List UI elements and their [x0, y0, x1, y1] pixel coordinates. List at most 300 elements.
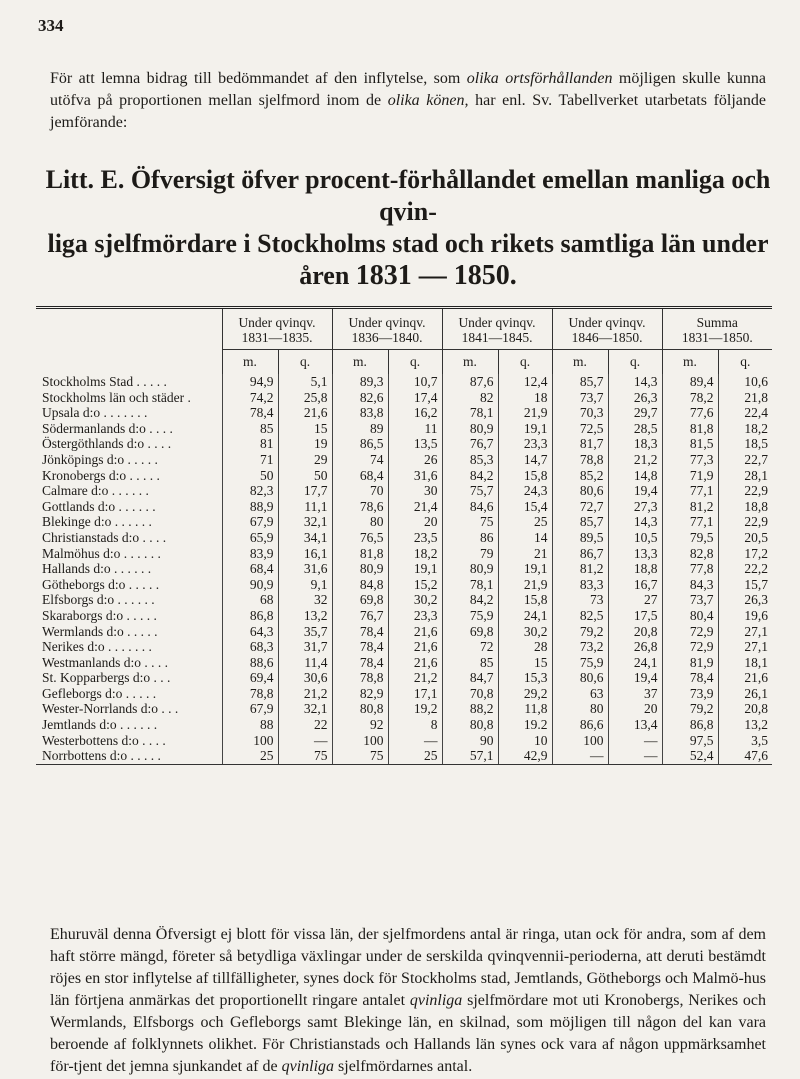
region-name: Gottlands d:o . . . . . .	[42, 498, 156, 514]
male-percent-cell: 57,1	[442, 748, 498, 764]
male-percent-cell: —	[552, 748, 608, 764]
female-percent-cell: 20,8	[718, 701, 772, 717]
table-row	[36, 514, 772, 530]
region-name: Götheborgs d:o . . . . .	[42, 576, 160, 592]
title-line-1: Litt. E. Öfversigt öfver procent-förhållandet emellan manliga och qvin-	[45, 165, 771, 226]
male-percent-cell: 81,8	[332, 546, 388, 562]
male-percent-cell: 81,2	[662, 499, 718, 515]
female-percent-cell: 22,2	[718, 561, 772, 577]
closing-text-2: sjelfmördare mot uti Kronobergs, Nerikes och Wermlands, Elfsborgs och Gefleborgs samt Blekinge län, en skilnad, som möjligen till någon del kan vara beroende af folklynnets olikhet. För Christianstads och Hallands län synes ock vara af någon uppmärksamhet för-tjent det jemna sjunkandet af de	[50, 992, 766, 1075]
male-percent-cell: 82,9	[332, 686, 388, 702]
female-percent-cell: 21,6	[388, 624, 442, 640]
male-percent-cell: 85	[442, 655, 498, 671]
female-percent-cell: 27,3	[608, 499, 662, 515]
female-percent-cell: 21,6	[388, 639, 442, 655]
male-percent-cell: 100	[222, 733, 278, 749]
female-percent-cell: 19,1	[388, 561, 442, 577]
period-header	[552, 308, 662, 350]
table-row	[36, 499, 772, 515]
female-percent-cell: 17,1	[388, 686, 442, 702]
region-name: Norrbottens d:o . . . . .	[36, 748, 222, 764]
male-percent-cell: 82,3	[222, 483, 278, 499]
table-row	[36, 546, 772, 562]
male-header: m.	[222, 350, 278, 375]
female-percent-cell: 19,1	[498, 561, 552, 577]
intro-text-2: möjligen skulle kunna utöfva på proportionen mellan sjelfmord inom de	[50, 70, 767, 109]
male-percent-cell: 88	[222, 717, 278, 733]
male-percent-cell: 80	[332, 514, 388, 530]
male-percent-cell: 73,7	[552, 390, 608, 406]
intro-emphasis-2: olika könen,	[387, 92, 469, 109]
female-percent-cell: 13,3	[608, 546, 662, 562]
female-percent-cell: 30,2	[498, 624, 552, 640]
period-years: 1831—1835.	[241, 330, 313, 345]
male-percent-cell: 78,1	[442, 405, 498, 421]
female-percent-cell: 11,8	[498, 701, 552, 717]
male-percent-cell: 100	[552, 733, 608, 749]
table-row	[36, 686, 772, 702]
male-percent-cell: 75	[332, 748, 388, 764]
region-name: Westmanlands d:o . . . .	[42, 654, 169, 670]
male-percent-cell: 52,4	[662, 748, 718, 764]
female-percent-cell: 18,1	[718, 655, 772, 671]
region-name: Elfsborgs d:o . . . . . .	[42, 592, 155, 608]
table-row	[36, 577, 772, 593]
female-percent-cell: 24,3	[498, 483, 552, 499]
female-percent-cell: 21,8	[718, 390, 772, 406]
female-percent-cell: 13,2	[718, 717, 772, 733]
female-percent-cell: 32,1	[278, 701, 332, 717]
male-percent-cell: 72,5	[552, 421, 608, 437]
table-row	[36, 608, 772, 624]
female-percent-cell: 32	[278, 592, 332, 608]
female-header: q.	[388, 350, 442, 375]
female-percent-cell: 21,9	[498, 405, 552, 421]
region-name: Wester-Norrlands d:o . . .	[42, 701, 179, 717]
male-percent-cell: 78,1	[442, 577, 498, 593]
table-row	[36, 670, 772, 686]
male-percent-cell: 77,3	[662, 452, 718, 468]
female-percent-cell: 18,2	[718, 421, 772, 437]
male-percent-cell: 76,5	[332, 530, 388, 546]
male-percent-cell: 76,7	[332, 608, 388, 624]
female-percent-cell: 26	[388, 452, 442, 468]
male-percent-cell: 81,9	[662, 655, 718, 671]
period-label: Under qvinqv.	[348, 315, 426, 330]
female-percent-cell: 23,3	[388, 608, 442, 624]
female-percent-cell: 50	[278, 468, 332, 484]
female-percent-cell: 9,1	[278, 577, 332, 593]
male-percent-cell: 71,9	[662, 468, 718, 484]
female-percent-cell: 25	[388, 748, 442, 764]
male-percent-cell: 81	[222, 436, 278, 452]
period-header	[222, 308, 332, 350]
male-header: m.	[662, 350, 718, 375]
intro-text-1: För att lemna bidrag till bedömmandet af den inflytelse, som	[50, 70, 467, 87]
female-percent-cell: 8	[388, 717, 442, 733]
title-line-2: liga sjelfmördare i Stockholms stad och rikets samtliga län under	[47, 229, 769, 258]
female-percent-cell: 25,8	[278, 390, 332, 406]
male-percent-cell: 84,7	[442, 670, 498, 686]
female-percent-cell: 12,4	[498, 374, 552, 390]
male-percent-cell: 84,2	[442, 592, 498, 608]
male-percent-cell: 80,8	[442, 717, 498, 733]
female-percent-cell: 10	[498, 733, 552, 749]
intro-text-3: har enl. Sv. Tabellverket utarbetats följande jemförande:	[50, 92, 766, 131]
female-percent-cell: 13,5	[388, 436, 442, 452]
female-percent-cell: 30,6	[278, 670, 332, 686]
male-percent-cell: 86,5	[332, 436, 388, 452]
closing-paragraph	[50, 924, 766, 1078]
male-percent-cell: 87,6	[442, 374, 498, 390]
table-body	[36, 374, 772, 764]
female-percent-cell: 17,2	[718, 546, 772, 562]
female-percent-cell: 15,2	[388, 577, 442, 593]
female-percent-cell: 19,1	[498, 421, 552, 437]
female-percent-cell: 26,3	[608, 390, 662, 406]
female-percent-cell: 17,7	[278, 483, 332, 499]
region-name: Jemtlands d:o . . . . . .	[42, 717, 158, 733]
male-percent-cell: 80	[552, 701, 608, 717]
female-percent-cell: 10,5	[608, 530, 662, 546]
period-label: Under qvinqv.	[458, 315, 536, 330]
closing-text-1: Ehuruväl denna Öfversigt ej blott för vissa län, der sjelfmordens antal är ringa, utan ock för andra, som af dem haft större mängd, företer så betydliga växlingar under de serskilda qvinqvennii-perioderna, att deruti bestämdt röjes en stor inflytelse af tillfälligheter, synes dock för Stockholms stad, Jemtlands, Götheborgs och Malmö-hus län förtjena anmärkas det proportionellt ringare antalet	[50, 926, 766, 1009]
male-percent-cell: 82,8	[662, 546, 718, 562]
region-name: Gefleborgs d:o . . . . .	[42, 685, 157, 701]
female-percent-cell: 18,2	[388, 546, 442, 562]
table-row	[36, 639, 772, 655]
female-percent-cell: 21	[498, 546, 552, 562]
female-percent-cell: 14,8	[608, 468, 662, 484]
male-percent-cell: 89,4	[662, 374, 718, 390]
female-percent-cell: 35,7	[278, 624, 332, 640]
male-percent-cell: 78,4	[332, 655, 388, 671]
header-blank	[36, 350, 222, 375]
female-header: q.	[718, 350, 772, 375]
male-percent-cell: 80,9	[442, 421, 498, 437]
male-percent-cell: 88,6	[222, 655, 278, 671]
female-percent-cell: —	[388, 733, 442, 749]
region-name: Skaraborgs d:o . . . . .	[42, 607, 157, 623]
male-percent-cell: 80,4	[662, 608, 718, 624]
female-percent-cell: 18,5	[718, 436, 772, 452]
female-percent-cell: 26,8	[608, 639, 662, 655]
male-percent-cell: 84,2	[442, 468, 498, 484]
male-percent-cell: 89,3	[332, 374, 388, 390]
female-percent-cell: 11,1	[278, 499, 332, 515]
region-name: Calmare d:o . . . . . .	[42, 483, 149, 499]
male-percent-cell: 72,9	[662, 624, 718, 640]
male-percent-cell: 84,3	[662, 577, 718, 593]
statistics-table	[36, 306, 772, 765]
male-header: m.	[552, 350, 608, 375]
female-percent-cell: 17,4	[388, 390, 442, 406]
table-row	[36, 748, 772, 764]
male-percent-cell: 77,8	[662, 561, 718, 577]
region-name: St. Kopparbergs d:o . . .	[42, 670, 171, 686]
male-percent-cell: 78,6	[332, 499, 388, 515]
female-percent-cell: 20,8	[608, 624, 662, 640]
male-percent-cell: 68,4	[332, 468, 388, 484]
male-percent-cell: 86,8	[662, 717, 718, 733]
female-percent-cell: 10,7	[388, 374, 442, 390]
female-percent-cell: 21,2	[278, 686, 332, 702]
female-percent-cell: 15,7	[718, 577, 772, 593]
male-percent-cell: 85	[222, 421, 278, 437]
period-header	[442, 308, 552, 350]
female-percent-cell: —	[608, 733, 662, 749]
female-percent-cell: 10,6	[718, 374, 772, 390]
statistics-table-container	[36, 306, 772, 765]
female-percent-cell: 18,3	[608, 436, 662, 452]
male-percent-cell: 100	[332, 733, 388, 749]
table-row	[36, 530, 772, 546]
female-percent-cell: 14,7	[498, 452, 552, 468]
female-percent-cell: 22,7	[718, 452, 772, 468]
period-years: 1831—1850.	[681, 330, 753, 345]
male-percent-cell: 65,9	[222, 530, 278, 546]
table-row	[36, 374, 772, 390]
female-percent-cell: 23,5	[388, 530, 442, 546]
female-percent-cell: 47,6	[718, 748, 772, 764]
male-percent-cell: 78,4	[332, 624, 388, 640]
female-percent-cell: 11,4	[278, 655, 332, 671]
male-percent-cell: 68,4	[222, 561, 278, 577]
male-header: m.	[442, 350, 498, 375]
female-percent-cell: 18,8	[608, 561, 662, 577]
female-percent-cell: 28,5	[608, 421, 662, 437]
female-percent-cell: 29,2	[498, 686, 552, 702]
female-header: q.	[498, 350, 552, 375]
male-percent-cell: 78,4	[332, 639, 388, 655]
male-percent-cell: 72	[442, 639, 498, 655]
female-percent-cell: 13,4	[608, 717, 662, 733]
male-percent-cell: 90,9	[222, 577, 278, 593]
male-percent-cell: 74	[332, 452, 388, 468]
male-percent-cell: 86,7	[552, 546, 608, 562]
male-percent-cell: 81,5	[662, 436, 718, 452]
male-percent-cell: 80,6	[552, 483, 608, 499]
female-percent-cell: 22,4	[718, 405, 772, 421]
male-percent-cell: 86,6	[552, 717, 608, 733]
male-percent-cell: 81,7	[552, 436, 608, 452]
male-percent-cell: 82,5	[552, 608, 608, 624]
male-percent-cell: 72,9	[662, 639, 718, 655]
female-percent-cell: 22,9	[718, 483, 772, 499]
male-percent-cell: 74,2	[222, 390, 278, 406]
male-percent-cell: 86,8	[222, 608, 278, 624]
male-percent-cell: 83,8	[332, 405, 388, 421]
table-row	[36, 405, 772, 421]
region-name: Jönköpings d:o . . . . .	[42, 451, 158, 467]
male-percent-cell: 89,5	[552, 530, 608, 546]
table-row	[36, 436, 772, 452]
table-title	[40, 164, 776, 292]
period-years: 1841—1845.	[461, 330, 533, 345]
region-name: Hallands d:o . . . . . .	[42, 561, 152, 577]
male-percent-cell: 89	[332, 421, 388, 437]
female-percent-cell: 11	[388, 421, 442, 437]
table-row	[36, 390, 772, 406]
period-label: Summa	[696, 315, 738, 330]
female-percent-cell: 19,4	[608, 670, 662, 686]
male-percent-cell: 84,6	[442, 499, 498, 515]
female-percent-cell: 28,1	[718, 468, 772, 484]
male-percent-cell: 70,8	[442, 686, 498, 702]
female-percent-cell: 16,2	[388, 405, 442, 421]
region-name: Södermanlands d:o . . . .	[42, 420, 173, 436]
male-percent-cell: 77,6	[662, 405, 718, 421]
male-percent-cell: 73,2	[552, 639, 608, 655]
male-percent-cell: 75,9	[552, 655, 608, 671]
female-percent-cell: 15,4	[498, 499, 552, 515]
region-name: Östergöthlands d:o . . . .	[42, 436, 172, 452]
female-percent-cell: 32,1	[278, 514, 332, 530]
male-percent-cell: 69,4	[222, 670, 278, 686]
male-percent-cell: 64,3	[222, 624, 278, 640]
intro-emphasis-1: olika ortsförhållanden	[466, 70, 613, 87]
female-percent-cell: 17,5	[608, 608, 662, 624]
closing-text-3: sjelfmördarnes antal.	[334, 1058, 473, 1075]
male-percent-cell: 68,3	[222, 639, 278, 655]
male-percent-cell: 92	[332, 717, 388, 733]
male-percent-cell: 82	[442, 390, 498, 406]
female-percent-cell: 5,1	[278, 374, 332, 390]
male-percent-cell: 73,7	[662, 592, 718, 608]
male-percent-cell: 77,1	[662, 514, 718, 530]
male-percent-cell: 78,4	[662, 670, 718, 686]
female-percent-cell: 21,2	[608, 452, 662, 468]
male-percent-cell: 83,3	[552, 577, 608, 593]
female-percent-cell: 15	[498, 655, 552, 671]
table-row	[36, 733, 772, 749]
female-percent-cell: —	[608, 748, 662, 764]
female-percent-cell: 21,2	[388, 670, 442, 686]
female-percent-cell: 30	[388, 483, 442, 499]
male-percent-cell: 79,5	[662, 530, 718, 546]
female-percent-cell: 21,6	[278, 405, 332, 421]
female-percent-cell: 24,1	[608, 655, 662, 671]
male-percent-cell: 50	[222, 468, 278, 484]
female-percent-cell: 14	[498, 530, 552, 546]
region-name: Malmöhus d:o . . . . . .	[42, 545, 161, 561]
male-percent-cell: 73	[552, 592, 608, 608]
female-percent-cell: 15	[278, 421, 332, 437]
female-percent-cell: 19.2	[498, 717, 552, 733]
male-percent-cell: 79,2	[552, 624, 608, 640]
male-percent-cell: 88,2	[442, 701, 498, 717]
female-percent-cell: 24,1	[498, 608, 552, 624]
female-percent-cell: 16,7	[608, 577, 662, 593]
female-percent-cell: 15,8	[498, 592, 552, 608]
male-percent-cell: 82,6	[332, 390, 388, 406]
male-percent-cell: 78,4	[222, 405, 278, 421]
male-percent-cell: 94,9	[222, 374, 278, 390]
table-row	[36, 701, 772, 717]
female-percent-cell: 19,6	[718, 608, 772, 624]
female-percent-cell: 21,6	[388, 655, 442, 671]
female-percent-cell: 34,1	[278, 530, 332, 546]
period-years: 1836—1840.	[351, 330, 423, 345]
male-percent-cell: 71	[222, 452, 278, 468]
region-name: Westerbottens d:o . . . .	[42, 732, 166, 748]
period-label: Under qvinqv.	[238, 315, 316, 330]
female-percent-cell: 31,6	[388, 468, 442, 484]
female-percent-cell: 26,1	[718, 686, 772, 702]
table-row	[36, 561, 772, 577]
region-name: Blekinge d:o . . . . . .	[42, 514, 152, 530]
region-name: Nerikes d:o . . . . . . .	[42, 639, 152, 655]
table-row	[36, 592, 772, 608]
male-percent-cell: 79,2	[662, 701, 718, 717]
male-percent-cell: 77,1	[662, 483, 718, 499]
male-percent-cell: 80,9	[442, 561, 498, 577]
table-row	[36, 717, 772, 733]
table-row	[36, 483, 772, 499]
female-percent-cell: 21,6	[718, 670, 772, 686]
female-header: q.	[278, 350, 332, 375]
male-percent-cell: 84,8	[332, 577, 388, 593]
period-header	[332, 308, 442, 350]
page-number: 334	[38, 16, 64, 35]
male-percent-cell: 69,8	[332, 592, 388, 608]
male-percent-cell: 25	[222, 748, 278, 764]
male-percent-cell: 73,9	[662, 686, 718, 702]
female-percent-cell: 29,7	[608, 405, 662, 421]
male-percent-cell: 90	[442, 733, 498, 749]
male-percent-cell: 78,8	[222, 686, 278, 702]
period-years: 1846—1850.	[571, 330, 643, 345]
male-percent-cell: 97,5	[662, 733, 718, 749]
female-header: q.	[608, 350, 662, 375]
male-percent-cell: 85,3	[442, 452, 498, 468]
female-percent-cell: 20	[608, 701, 662, 717]
male-percent-cell: 70	[332, 483, 388, 499]
female-percent-cell: 14,3	[608, 374, 662, 390]
male-percent-cell: 85,7	[552, 374, 608, 390]
female-percent-cell: 16,1	[278, 546, 332, 562]
period-header	[662, 308, 772, 350]
title-line-3-prefix: åren	[299, 261, 356, 290]
table-row	[36, 624, 772, 640]
male-percent-cell: 85,7	[552, 514, 608, 530]
female-percent-cell: 19	[278, 436, 332, 452]
male-percent-cell: 78,2	[662, 390, 718, 406]
male-percent-cell: 81,8	[662, 421, 718, 437]
male-percent-cell: 86	[442, 530, 498, 546]
female-percent-cell: 20,5	[718, 530, 772, 546]
title-line-3	[40, 260, 776, 292]
female-percent-cell: 15,3	[498, 670, 552, 686]
female-percent-cell: 18	[498, 390, 552, 406]
male-percent-cell: 79	[442, 546, 498, 562]
female-percent-cell: 26,3	[718, 592, 772, 608]
male-percent-cell: 76,7	[442, 436, 498, 452]
female-percent-cell: 29	[278, 452, 332, 468]
male-percent-cell: 75	[442, 514, 498, 530]
female-percent-cell: 31,7	[278, 639, 332, 655]
female-percent-cell: 37	[608, 686, 662, 702]
male-percent-cell: 80,9	[332, 561, 388, 577]
female-percent-cell: 20	[388, 514, 442, 530]
female-percent-cell: 21,4	[388, 499, 442, 515]
region-name: Wermlands d:o . . . . .	[42, 623, 158, 639]
female-percent-cell: 42,9	[498, 748, 552, 764]
male-percent-cell: 85,2	[552, 468, 608, 484]
female-percent-cell: 21,9	[498, 577, 552, 593]
title-years: 1831 — 1850.	[355, 260, 517, 291]
female-percent-cell: 30,2	[388, 592, 442, 608]
